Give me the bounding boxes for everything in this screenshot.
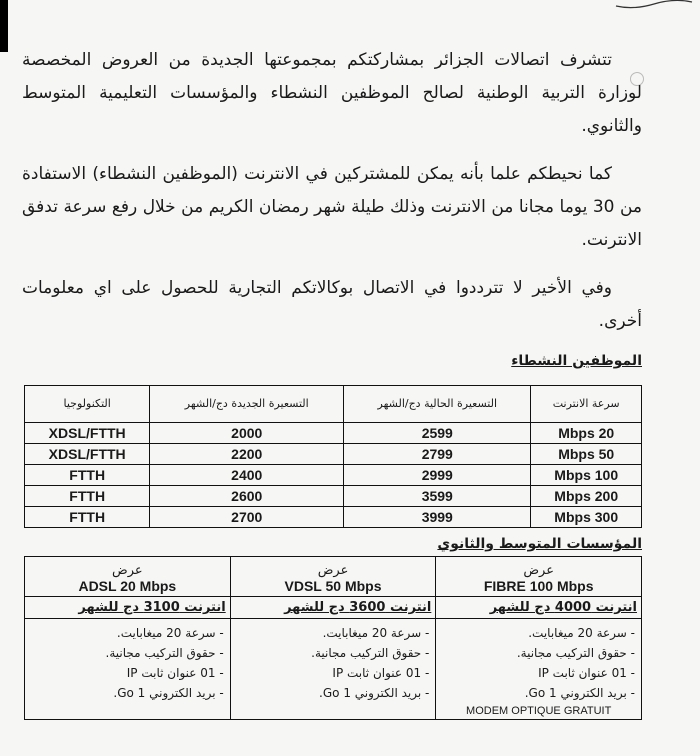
feature-item: - بريد الكتروني 1 Go. — [524, 686, 635, 700]
feature-item: - حقوق التركيب مجانية. — [105, 646, 224, 660]
feature-item: - سرعة 20 ميغابايت. — [528, 626, 635, 640]
schools-offers-table — [24, 556, 642, 720]
cell-new-price: 2400 — [150, 465, 344, 486]
cell-current-price: 3999 — [344, 507, 531, 528]
offer-price: انترنت 3600 دج للشهر — [231, 596, 436, 619]
closing-paragraph: وفي الأخير لا تترددوا في الاتصال بوكالاتكم التجارية للحصول على اي معلومات أخرى. — [22, 278, 642, 331]
feature-item: - سرعة 20 ميغابايت. — [116, 626, 224, 640]
offer-keyword: عرض — [317, 563, 349, 578]
offer-keyword: عرض — [523, 563, 554, 578]
feature-item: - بريد الكتروني 1 Go. — [319, 686, 430, 700]
cell-new-price: 2700 — [150, 507, 344, 528]
offer-price: انترنت 4000 دج للشهر — [436, 596, 641, 619]
cell-technology: FTTH — [25, 507, 150, 528]
offer-keyword: عرض — [112, 563, 143, 578]
offer-features — [436, 619, 641, 705]
offer-features — [231, 619, 436, 705]
left-edge-bar — [0, 0, 8, 52]
offer-features — [25, 619, 230, 705]
feature-item: - 01 عنوان ثابت IP — [332, 666, 430, 680]
cell-speed: 20 Mbps — [531, 423, 642, 444]
cell-new-price: 2600 — [150, 486, 344, 507]
offer-name: ADSL 20 Mbps — [78, 578, 177, 594]
offer-extra-note: MODEM OPTIQUE GRATUIT — [466, 705, 612, 717]
offer-card-fibre — [436, 557, 642, 720]
header-current-price: التسعيرة الحالية دج/الشهر — [344, 386, 531, 423]
cell-new-price: 2000 — [150, 423, 344, 444]
cell-new-price: 2200 — [150, 444, 344, 465]
offer-card-adsl — [25, 557, 231, 720]
cell-speed: 50 Mbps — [531, 444, 642, 465]
cell-speed: 300 Mbps — [531, 507, 642, 528]
ramadan-paragraph: كما نحيطكم علما بأنه يمكن للمشتركين في الانترنت (الموظفين النشطاء) الاستفادة من 30 يوما مجانا من الانترنت وذلك طيلة شهر رمضان الكريم من خلال رفع سرعة تدفق الانترنت. — [22, 164, 642, 250]
feature-item: - حقوق التركيب مجانية. — [311, 646, 430, 660]
feature-item: - سرعة 20 ميغابايت. — [322, 626, 430, 640]
offer-name: FIBRE 100 Mbps — [483, 578, 594, 594]
table-row — [25, 423, 642, 444]
cell-technology: FTTH — [25, 465, 150, 486]
cell-speed: 100 Mbps — [531, 465, 642, 486]
cell-technology: XDSL/FTTH — [25, 423, 150, 444]
cell-current-price: 2799 — [344, 444, 531, 465]
table-row — [25, 465, 642, 486]
section-active-staff-title: الموظفين النشطاء — [511, 353, 642, 369]
offer-name: VDSL 50 Mbps — [284, 578, 382, 594]
cell-current-price: 3599 — [344, 486, 531, 507]
cell-technology: XDSL/FTTH — [25, 444, 150, 465]
table-row — [25, 444, 642, 465]
header-new-price: التسعيرة الجديدة دج/الشهر — [150, 386, 344, 423]
feature-item: - 01 عنوان ثابت IP — [538, 666, 635, 680]
feature-item: - حقوق التركيب مجانية. — [516, 646, 635, 660]
offer-price: انترنت 3100 دج للشهر — [25, 596, 230, 619]
header-speed: سرعة الانترنت — [531, 386, 642, 423]
feature-item: - بريد الكتروني 1 Go. — [113, 686, 224, 700]
top-scribble-mark — [614, 0, 694, 10]
active-staff-tariff-table — [24, 385, 642, 528]
document-page — [22, 44, 642, 720]
section-schools-title: المؤسسات المتوسط والثانوي — [437, 536, 642, 552]
cell-technology: FTTH — [25, 486, 150, 507]
table-row — [25, 486, 642, 507]
offer-card-vdsl — [230, 557, 436, 720]
table-row — [25, 507, 642, 528]
intro-paragraph: تتشرف اتصالات الجزائر بمشاركتكم بمجموعتها الجديدة من العروض المخصصة لوزارة التربية الوطنية لصالح الموظفين النشطاء والمؤسسات التعليمية المتوسط والثانوي. — [22, 50, 642, 136]
cell-speed: 200 Mbps — [531, 486, 642, 507]
feature-item: - 01 عنوان ثابت IP — [126, 666, 224, 680]
header-technology: التكنولوجيا — [25, 386, 150, 423]
cell-current-price: 2999 — [344, 465, 531, 486]
tariff-header-row — [25, 386, 642, 423]
cell-current-price: 2599 — [344, 423, 531, 444]
